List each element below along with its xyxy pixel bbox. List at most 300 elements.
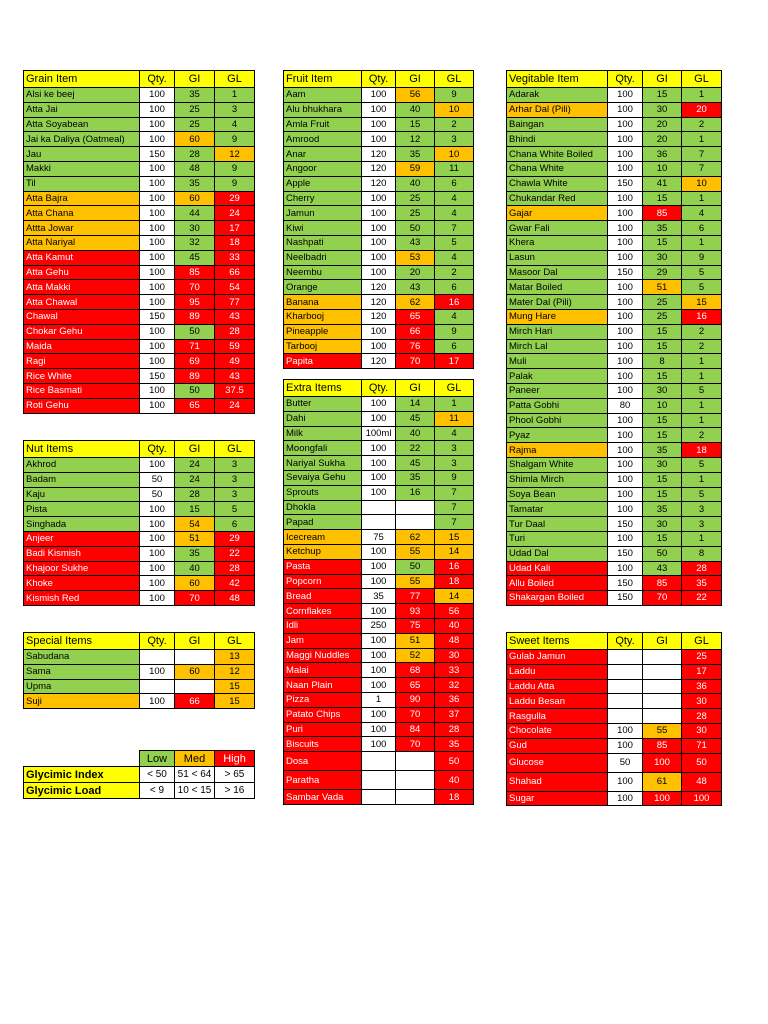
item-qty: 120 xyxy=(362,161,396,176)
table-row xyxy=(507,487,722,502)
item-gl: 4 xyxy=(435,250,474,265)
item-qty: 100 xyxy=(140,383,175,398)
table-row xyxy=(284,485,474,500)
item-name: Turi xyxy=(507,531,608,546)
item-name: Dahi xyxy=(284,411,362,426)
table-row xyxy=(284,324,474,339)
item-gl: 17 xyxy=(682,664,722,679)
item-qty: 100 xyxy=(140,664,175,679)
item-qty: 100 xyxy=(140,517,175,532)
table-row xyxy=(507,694,722,709)
item-gi: 61 xyxy=(643,772,682,791)
item-gi xyxy=(396,752,435,771)
item-gl: 4 xyxy=(682,206,722,221)
item-gl: 15 xyxy=(215,679,255,694)
table-row xyxy=(24,176,255,191)
item-qty: 100 xyxy=(608,206,643,221)
item-qty: 150 xyxy=(608,576,643,591)
item-name: Atta Makki xyxy=(24,280,140,295)
table-row xyxy=(24,650,255,665)
table-row xyxy=(24,591,255,606)
item-gl: 8 xyxy=(682,546,722,561)
table-row xyxy=(284,117,474,132)
item-gi xyxy=(643,664,682,679)
item-qty: 100 xyxy=(608,221,643,236)
item-name: Rasgulla xyxy=(507,709,608,724)
item-gl: 2 xyxy=(682,117,722,132)
item-gi: 28 xyxy=(175,147,215,162)
item-name: Jam xyxy=(284,633,362,648)
item-qty: 100 xyxy=(362,663,396,678)
item-name: Papita xyxy=(284,354,362,369)
item-gi: 60 xyxy=(175,132,215,147)
item-name: Arhar Dal (Pili) xyxy=(507,102,608,117)
header-qty: Qty. xyxy=(140,441,175,458)
item-qty xyxy=(362,771,396,790)
header-gl: GL xyxy=(435,380,474,397)
item-gi: 25 xyxy=(643,295,682,310)
item-gl: 28 xyxy=(682,709,722,724)
item-qty: 100 xyxy=(140,280,175,295)
item-name: Naan Plain xyxy=(284,678,362,693)
table-row xyxy=(507,221,722,236)
item-qty: 120 xyxy=(362,147,396,162)
table-row xyxy=(24,502,255,517)
item-name: Shalgam White xyxy=(507,457,608,472)
item-name: Cherry xyxy=(284,191,362,206)
item-qty: 120 xyxy=(362,176,396,191)
item-gl: 7 xyxy=(682,161,722,176)
item-name: Mater Dal (Pili) xyxy=(507,295,608,310)
header-qty: Qty. xyxy=(140,71,175,88)
header-item: Sweet Items xyxy=(507,633,608,650)
item-gl: 1 xyxy=(682,88,722,103)
item-name: Gulab Jamun xyxy=(507,650,608,665)
item-gi: 70 xyxy=(175,280,215,295)
item-name: Alu bhukhara xyxy=(284,102,362,117)
item-gl: 4 xyxy=(435,309,474,324)
item-name: Paneer xyxy=(507,383,608,398)
table-row xyxy=(284,221,474,236)
item-qty: 1 xyxy=(362,692,396,707)
legend-row-gl xyxy=(24,783,255,799)
table-row xyxy=(284,722,474,737)
item-name: Jamun xyxy=(284,206,362,221)
item-gi: 68 xyxy=(396,663,435,678)
header-qty: Qty. xyxy=(608,71,643,88)
item-gi xyxy=(396,515,435,530)
item-name: Rice White xyxy=(24,369,140,384)
item-name: Masoor Dal xyxy=(507,265,608,280)
item-gl: 50 xyxy=(435,752,474,771)
item-qty: 100 xyxy=(608,791,643,806)
header-item: Fruit Item xyxy=(284,71,362,88)
item-gi: 15 xyxy=(643,487,682,502)
item-gl: 50 xyxy=(682,753,722,772)
item-name: Sama xyxy=(24,664,140,679)
item-qty: 120 xyxy=(362,280,396,295)
legend-gl-med: 10 < 15 xyxy=(175,783,215,799)
table-header-row xyxy=(507,633,722,650)
item-gi xyxy=(643,650,682,665)
table-row xyxy=(24,546,255,561)
item-name: Neelbadri xyxy=(284,250,362,265)
header-item: Vegitable Item xyxy=(507,71,608,88)
table-row xyxy=(507,738,722,753)
table-row xyxy=(284,633,474,648)
item-gi: 85 xyxy=(643,738,682,753)
table-row xyxy=(507,235,722,250)
item-qty: 100 xyxy=(362,339,396,354)
item-gi: 30 xyxy=(175,221,215,236)
item-gi: 70 xyxy=(643,591,682,606)
table-row xyxy=(24,458,255,473)
table-row xyxy=(284,663,474,678)
item-gi: 60 xyxy=(175,191,215,206)
table-row xyxy=(507,265,722,280)
item-name: Suji xyxy=(24,694,140,709)
table-row xyxy=(284,176,474,191)
item-gl: 2 xyxy=(682,339,722,354)
legend-gl-high: > 16 xyxy=(215,783,255,799)
table-row xyxy=(507,517,722,532)
item-gi: 76 xyxy=(396,339,435,354)
table-row xyxy=(507,531,722,546)
item-qty: 100 xyxy=(362,544,396,559)
table-row xyxy=(284,161,474,176)
table-row xyxy=(284,206,474,221)
item-qty: 100 xyxy=(362,324,396,339)
table-row xyxy=(507,117,722,132)
item-gl: 16 xyxy=(435,295,474,310)
table-row xyxy=(284,411,474,426)
item-gi: 25 xyxy=(396,206,435,221)
item-name: Atta Soyabean xyxy=(24,117,140,132)
item-gi: 25 xyxy=(643,309,682,324)
item-qty: 100 xyxy=(362,117,396,132)
table-row xyxy=(284,559,474,574)
item-qty: 100 xyxy=(140,132,175,147)
legend-low-label: Low xyxy=(140,751,175,767)
item-qty xyxy=(362,790,396,805)
header-gl: GL xyxy=(215,71,255,88)
item-qty: 100 xyxy=(608,561,643,576)
table-row xyxy=(24,664,255,679)
item-name: Sambar Vada xyxy=(284,790,362,805)
legend-header-row xyxy=(24,751,255,767)
item-gl: 6 xyxy=(435,339,474,354)
item-qty: 100 xyxy=(140,694,175,709)
table-row xyxy=(284,618,474,633)
item-name: Allu Boiled xyxy=(507,576,608,591)
item-gi: 55 xyxy=(396,544,435,559)
item-gl: 42 xyxy=(215,576,255,591)
item-qty: 100 xyxy=(362,88,396,103)
table-row xyxy=(507,791,722,806)
item-name: Shimla Mirch xyxy=(507,472,608,487)
item-gi: 24 xyxy=(175,458,215,473)
item-gi: 15 xyxy=(396,117,435,132)
item-gi: 29 xyxy=(643,265,682,280)
item-qty: 150 xyxy=(608,265,643,280)
item-gi: 70 xyxy=(396,354,435,369)
table-row xyxy=(507,502,722,517)
item-name: Pasta xyxy=(284,559,362,574)
item-name: Khajoor Sukhe xyxy=(24,561,140,576)
table-row xyxy=(284,147,474,162)
item-gl: 22 xyxy=(682,591,722,606)
item-gl: 2 xyxy=(435,265,474,280)
item-name: Orange xyxy=(284,280,362,295)
item-name: Pineapple xyxy=(284,324,362,339)
table-row xyxy=(24,102,255,117)
item-qty: 100 xyxy=(362,722,396,737)
item-gl: 7 xyxy=(435,500,474,515)
legend-gi-label: Glycimic Index xyxy=(24,767,140,783)
item-gl: 17 xyxy=(435,354,474,369)
table-row xyxy=(24,472,255,487)
item-gi: 45 xyxy=(175,250,215,265)
item-gl: 15 xyxy=(435,530,474,545)
table-row xyxy=(24,309,255,324)
item-qty: 100 xyxy=(608,161,643,176)
item-gi: 50 xyxy=(175,383,215,398)
item-qty xyxy=(362,752,396,771)
item-gl: 3 xyxy=(215,472,255,487)
item-name: Patta Gobhi xyxy=(507,398,608,413)
item-qty: 100 xyxy=(362,221,396,236)
legend-gi-low: < 50 xyxy=(140,767,175,783)
table-row xyxy=(507,443,722,458)
item-name: Khoke xyxy=(24,576,140,591)
item-qty: 100 xyxy=(608,472,643,487)
item-gl: 43 xyxy=(215,309,255,324)
item-qty: 150 xyxy=(608,176,643,191)
item-qty xyxy=(362,500,396,515)
item-qty: 100 xyxy=(608,772,643,791)
item-qty: 150 xyxy=(140,147,175,162)
item-qty: 150 xyxy=(608,517,643,532)
item-gl: 15 xyxy=(215,694,255,709)
item-name: Alsi ke beej xyxy=(24,88,140,103)
item-qty: 100 xyxy=(608,309,643,324)
item-gi: 66 xyxy=(175,694,215,709)
item-gl: 11 xyxy=(435,411,474,426)
item-name: Adarak xyxy=(507,88,608,103)
item-qty: 100 xyxy=(140,191,175,206)
item-gl: 28 xyxy=(682,561,722,576)
item-gi: 65 xyxy=(396,678,435,693)
item-gi: 71 xyxy=(175,339,215,354)
table-row xyxy=(507,206,722,221)
item-name: Palak xyxy=(507,369,608,384)
item-gl: 29 xyxy=(215,531,255,546)
header-item: Special Items xyxy=(24,633,140,650)
item-qty: 100 xyxy=(362,265,396,280)
table-row xyxy=(284,295,474,310)
item-name: Aam xyxy=(284,88,362,103)
item-qty: 100 xyxy=(140,591,175,606)
item-name: Atta Chana xyxy=(24,206,140,221)
item-name: Maida xyxy=(24,339,140,354)
item-qty: 100 xyxy=(362,737,396,752)
item-gl: 3 xyxy=(682,517,722,532)
item-gl: 36 xyxy=(435,692,474,707)
item-qty: 100 xyxy=(608,117,643,132)
item-name: Khera xyxy=(507,235,608,250)
special-items-table xyxy=(23,632,255,709)
item-gi: 62 xyxy=(396,530,435,545)
header-gi: GI xyxy=(643,633,682,650)
item-gl: 4 xyxy=(215,117,255,132)
item-gi: 44 xyxy=(175,206,215,221)
table-row xyxy=(507,546,722,561)
item-gi: 15 xyxy=(643,324,682,339)
item-gl: 1 xyxy=(682,413,722,428)
item-gi: 59 xyxy=(396,161,435,176)
table-row xyxy=(24,265,255,280)
item-gl: 1 xyxy=(682,191,722,206)
item-gl: 3 xyxy=(435,132,474,147)
item-gi: 25 xyxy=(175,102,215,117)
item-gl: 22 xyxy=(215,546,255,561)
item-name: Jai ka Daliya (Oatmeal) xyxy=(24,132,140,147)
item-qty: 100 xyxy=(608,191,643,206)
item-name: Milk xyxy=(284,426,362,441)
item-gl: 71 xyxy=(682,738,722,753)
item-gl: 77 xyxy=(215,295,255,310)
item-name: Gwar Fali xyxy=(507,221,608,236)
item-qty: 100 xyxy=(140,398,175,413)
table-row xyxy=(507,679,722,694)
item-qty: 100 xyxy=(608,88,643,103)
item-gl: 5 xyxy=(682,457,722,472)
item-name: Jau xyxy=(24,147,140,162)
item-name: Tamatar xyxy=(507,502,608,517)
table-header-row xyxy=(24,633,255,650)
item-gi: 35 xyxy=(396,470,435,485)
item-gi: 89 xyxy=(175,369,215,384)
table-row xyxy=(284,235,474,250)
fruit-items-table xyxy=(283,70,474,369)
item-gl: 11 xyxy=(435,161,474,176)
item-gl: 14 xyxy=(435,589,474,604)
table-row xyxy=(24,694,255,709)
item-gl: 17 xyxy=(215,221,255,236)
item-gi: 15 xyxy=(643,428,682,443)
item-gi: 24 xyxy=(175,472,215,487)
item-gl: 18 xyxy=(435,574,474,589)
item-gi: 14 xyxy=(396,397,435,412)
item-name: Kiwi xyxy=(284,221,362,236)
item-qty: 100 xyxy=(362,397,396,412)
item-qty: 150 xyxy=(608,546,643,561)
item-gl: 6 xyxy=(435,176,474,191)
item-gi: 53 xyxy=(396,250,435,265)
item-gl: 9 xyxy=(215,132,255,147)
item-gl: 10 xyxy=(435,147,474,162)
item-name: Muli xyxy=(507,354,608,369)
item-qty xyxy=(608,709,643,724)
item-name: Chocolate xyxy=(507,723,608,738)
header-gi: GI xyxy=(175,71,215,88)
item-gi xyxy=(175,650,215,665)
table-row xyxy=(284,88,474,103)
item-name: Atta Bajra xyxy=(24,191,140,206)
item-gl: 4 xyxy=(435,191,474,206)
table-row xyxy=(507,428,722,443)
item-name: Kharbooj xyxy=(284,309,362,324)
item-qty: 250 xyxy=(362,618,396,633)
item-name: Atta Jai xyxy=(24,102,140,117)
item-gl: 10 xyxy=(435,102,474,117)
item-name: Nashpati xyxy=(284,235,362,250)
item-gl: 66 xyxy=(215,265,255,280)
item-name: Chawal xyxy=(24,309,140,324)
header-gl: GL xyxy=(682,633,722,650)
item-gi: 93 xyxy=(396,604,435,619)
item-gi: 15 xyxy=(175,502,215,517)
table-row xyxy=(24,354,255,369)
item-name: Atta Kamut xyxy=(24,250,140,265)
item-gi: 55 xyxy=(396,574,435,589)
table-row xyxy=(507,576,722,591)
item-gl: 35 xyxy=(682,576,722,591)
item-gl: 7 xyxy=(435,221,474,236)
item-name: Anjeer xyxy=(24,531,140,546)
header-qty: Qty. xyxy=(140,633,175,650)
table-row xyxy=(284,692,474,707)
item-gi: 15 xyxy=(643,339,682,354)
item-name: Badam xyxy=(24,472,140,487)
table-row xyxy=(24,295,255,310)
item-gl: 29 xyxy=(215,191,255,206)
item-gi: 48 xyxy=(175,161,215,176)
item-gi xyxy=(396,771,435,790)
table-row xyxy=(284,752,474,771)
item-qty: 100ml xyxy=(362,426,396,441)
item-name: Maggi Nuddles xyxy=(284,648,362,663)
item-name: Tur Daal xyxy=(507,517,608,532)
table-row xyxy=(24,161,255,176)
item-gi: 54 xyxy=(175,517,215,532)
item-gi: 50 xyxy=(643,546,682,561)
item-gi: 60 xyxy=(175,576,215,591)
item-qty xyxy=(608,650,643,665)
legend-med-label: Med xyxy=(175,751,215,767)
header-item: Grain Item xyxy=(24,71,140,88)
item-name: Shahad xyxy=(507,772,608,791)
item-gl: 5 xyxy=(682,487,722,502)
item-gi: 25 xyxy=(175,117,215,132)
item-gi: 35 xyxy=(175,546,215,561)
item-gi: 30 xyxy=(643,517,682,532)
item-gl: 14 xyxy=(435,544,474,559)
table-row xyxy=(507,354,722,369)
item-name: Chokar Gehu xyxy=(24,324,140,339)
item-name: Rajma xyxy=(507,443,608,458)
item-gi: 35 xyxy=(396,147,435,162)
item-gi: 95 xyxy=(175,295,215,310)
item-gi: 30 xyxy=(643,102,682,117)
item-qty: 100 xyxy=(140,458,175,473)
item-gi: 50 xyxy=(396,559,435,574)
item-gi: 35 xyxy=(643,502,682,517)
table-row xyxy=(507,161,722,176)
item-gi: 43 xyxy=(396,235,435,250)
item-name: Malai xyxy=(284,663,362,678)
item-name: Badi Kismish xyxy=(24,546,140,561)
